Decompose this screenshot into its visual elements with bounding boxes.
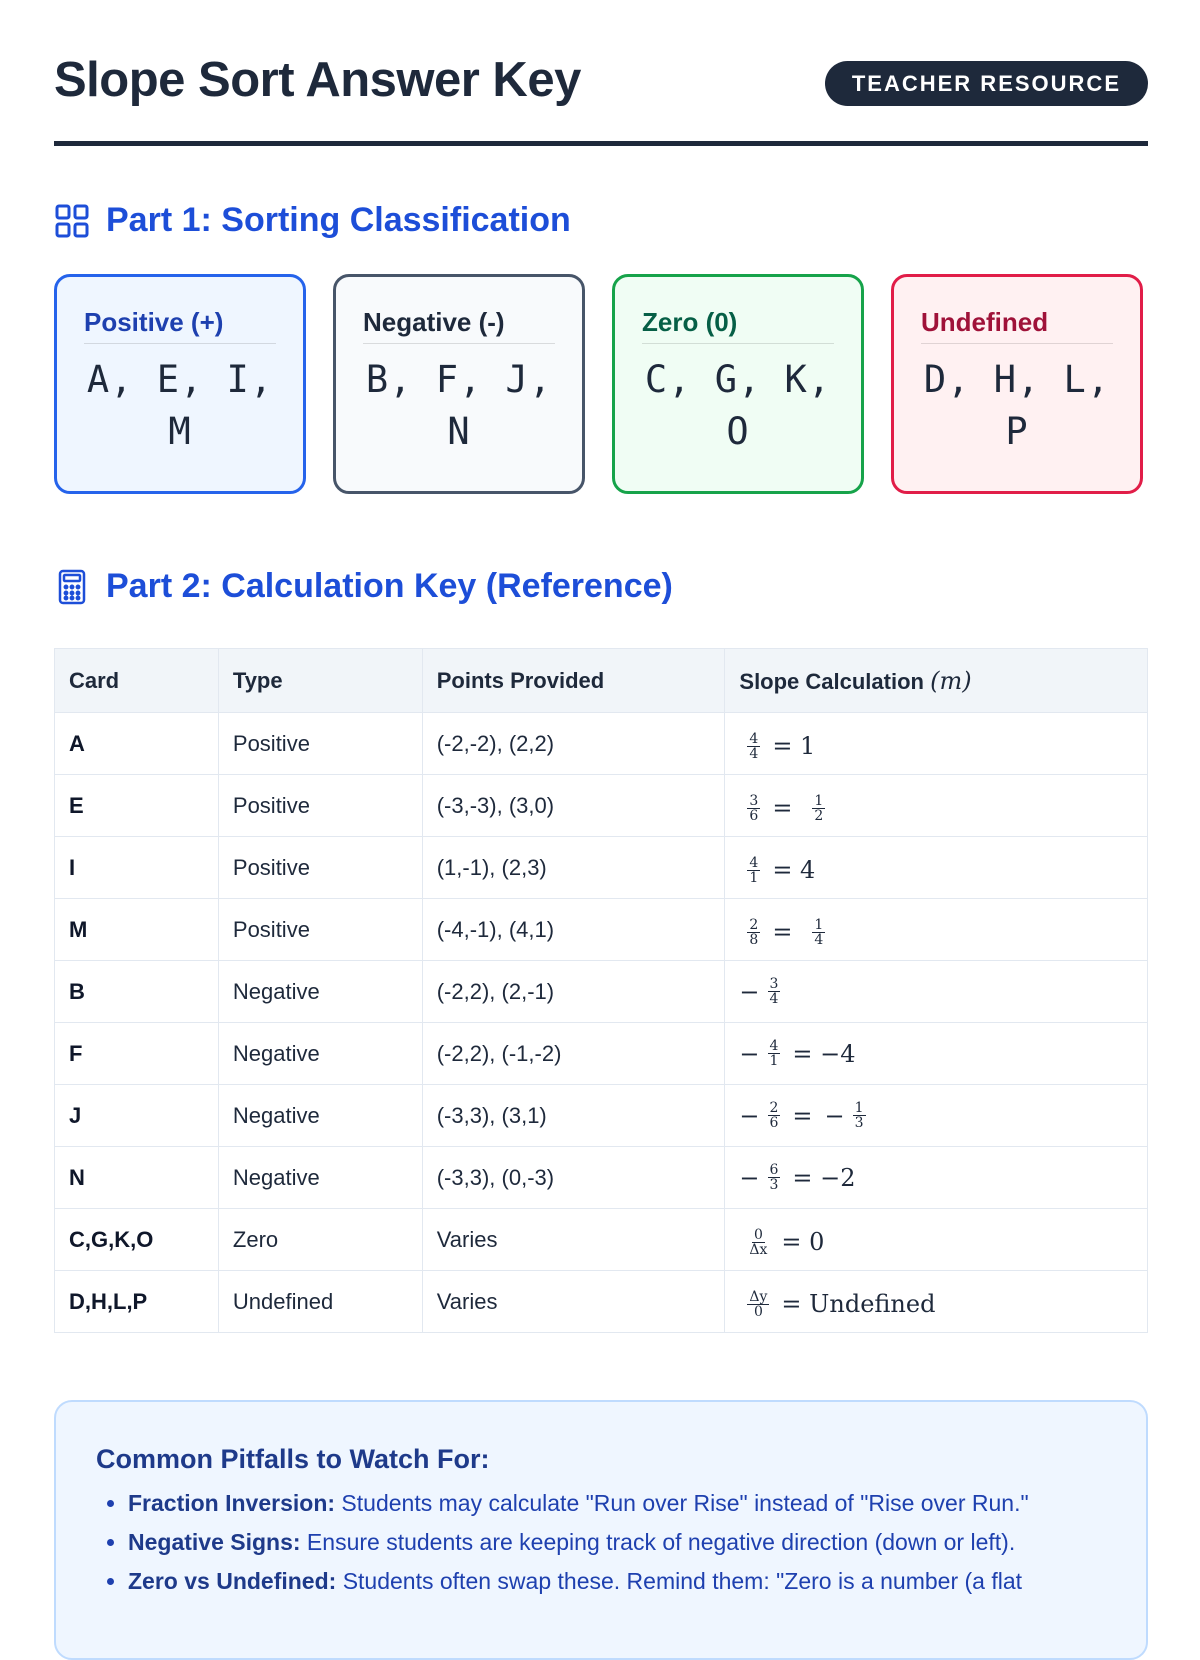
negative-sign: − — [739, 977, 760, 1006]
column-header — [725, 649, 1148, 713]
card-cell: A — [55, 713, 219, 775]
grid-icon — [54, 203, 90, 239]
points-cell: (-4,-1), (4,1) — [422, 899, 725, 961]
negative-sign: − — [739, 1039, 760, 1068]
part1-title: Part 1: Sorting Classification — [106, 201, 571, 239]
type-cell: Undefined — [218, 1271, 422, 1333]
slope-cell — [725, 837, 1148, 899]
slope-calculation — [739, 1163, 861, 1192]
numerator: 1 — [814, 792, 824, 809]
fraction — [768, 1101, 781, 1130]
type-cell: Positive — [218, 899, 422, 961]
column-header-var: (m) — [930, 666, 972, 695]
table-row — [55, 1271, 1148, 1333]
type-cell: Negative — [218, 1023, 422, 1085]
part2-heading — [54, 567, 673, 606]
card-letters: C, G, K, O — [644, 358, 832, 453]
fraction — [747, 1290, 769, 1319]
slope-calculation — [739, 1290, 941, 1319]
denominator: 2 — [814, 807, 824, 824]
numerator: 0 — [753, 1226, 763, 1243]
result-fraction — [812, 794, 825, 823]
type-cell: Positive — [218, 837, 422, 899]
numerator: Δy — [749, 1288, 768, 1305]
calculation-table — [54, 648, 1148, 1333]
column-header: Card — [55, 649, 219, 713]
table-row — [55, 1023, 1148, 1085]
denominator: 4 — [814, 931, 824, 948]
numerator: 2 — [749, 916, 759, 933]
card-cell: J — [55, 1085, 219, 1147]
result: = 0 — [781, 1228, 825, 1257]
card-cell: N — [55, 1147, 219, 1209]
result: = −2 — [792, 1163, 856, 1192]
slope-calculation — [739, 1101, 865, 1130]
numerator: 2 — [769, 1100, 779, 1116]
fraction — [768, 977, 781, 1006]
slope-calculation — [739, 918, 825, 947]
card-cell: F — [55, 1023, 219, 1085]
list-item — [128, 1489, 1106, 1517]
pitfalls-title: Common Pitfalls to Watch For: — [96, 1444, 490, 1474]
card-cell: B — [55, 961, 219, 1023]
teacher-resource-badge: TEACHER RESOURCE — [825, 61, 1148, 106]
table-header-row — [55, 649, 1148, 713]
slope-cell — [725, 1209, 1148, 1271]
slope-calculation — [739, 794, 825, 823]
slope-cell — [725, 961, 1148, 1023]
slope-cell — [725, 1085, 1148, 1147]
equals-sign: = — [792, 1101, 813, 1130]
card-cell: C,G,K,O — [55, 1209, 219, 1271]
card-letters: A, E, I, M — [86, 358, 274, 453]
result: = 4 — [772, 856, 816, 885]
table-row — [55, 899, 1148, 961]
denominator: 1 — [749, 869, 759, 886]
denominator: 4 — [769, 991, 779, 1007]
points-cell: (-2,2), (-1,-2) — [422, 1023, 725, 1085]
type-cell: Negative — [218, 961, 422, 1023]
type-cell: Negative — [218, 1085, 422, 1147]
slope-cell — [725, 1147, 1148, 1209]
card-letters: B, F, J, N — [365, 358, 553, 453]
slope-calculation — [739, 1228, 830, 1257]
points-cell: (-3,3), (3,1) — [422, 1085, 725, 1147]
equals-sign: = — [772, 794, 793, 823]
slope-calculation — [739, 977, 798, 1006]
page-title: Slope Sort Answer Key — [54, 53, 581, 107]
denominator: 0 — [753, 1303, 763, 1320]
list-item — [128, 1528, 1106, 1556]
denominator: 3 — [854, 1115, 864, 1131]
result-fraction — [853, 1101, 866, 1130]
card-title: Zero (0) — [642, 307, 834, 344]
points-cell: (1,-1), (2,3) — [422, 837, 725, 899]
card-title: Undefined — [921, 307, 1113, 344]
numerator: 3 — [769, 976, 779, 992]
numerator: 4 — [769, 1038, 779, 1054]
card-letters: D, H, L, P — [923, 358, 1111, 453]
fraction — [747, 856, 760, 885]
numerator: 3 — [749, 792, 759, 809]
denominator: Δx — [749, 1241, 768, 1258]
type-cell: Positive — [218, 713, 422, 775]
table-row — [55, 837, 1148, 899]
points-cell: Varies — [422, 1209, 725, 1271]
denominator: 3 — [769, 1177, 779, 1193]
fraction — [768, 1039, 781, 1068]
points-cell: Varies — [422, 1271, 725, 1333]
result: = 1 — [772, 732, 816, 761]
slope-cell — [725, 899, 1148, 961]
pitfalls-box — [54, 1400, 1148, 1660]
card-cell: M — [55, 899, 219, 961]
pitfall-text: Students may calculate "Run over Rise" instead of "Rise over Run." — [335, 1490, 1029, 1516]
type-cell: Negative — [218, 1147, 422, 1209]
pitfall-label: Zero vs Undefined: — [128, 1568, 337, 1594]
fraction — [747, 1228, 769, 1257]
denominator: 6 — [769, 1115, 779, 1131]
card-title: Positive (+) — [84, 307, 276, 344]
type-cell: Positive — [218, 775, 422, 837]
denominator: 1 — [769, 1053, 779, 1069]
column-header: Type — [218, 649, 422, 713]
slope-cell — [725, 1023, 1148, 1085]
slope-cell — [725, 775, 1148, 837]
table-row — [55, 713, 1148, 775]
result: = Undefined — [781, 1290, 936, 1319]
pitfall-label: Fraction Inversion: — [128, 1490, 336, 1516]
positive-card — [54, 274, 306, 494]
calculator-icon — [54, 569, 90, 605]
table-row — [55, 775, 1148, 837]
zero-card — [612, 274, 864, 494]
table-row — [55, 1085, 1148, 1147]
pitfalls-list — [96, 1489, 1106, 1595]
card-cell: E — [55, 775, 219, 837]
table-row — [55, 1209, 1148, 1271]
result-fraction — [812, 918, 825, 947]
numerator: 4 — [749, 730, 759, 747]
pitfall-label: Negative Signs: — [128, 1529, 301, 1555]
type-cell: Zero — [218, 1209, 422, 1271]
card-title: Negative (-) — [363, 307, 555, 344]
points-cell: (-3,-3), (3,0) — [422, 775, 725, 837]
part1-heading — [54, 201, 571, 240]
card-cell: D,H,L,P — [55, 1271, 219, 1333]
points-cell: (-2,-2), (2,2) — [422, 713, 725, 775]
points-cell: (-3,3), (0,-3) — [422, 1147, 725, 1209]
slope-calculation — [739, 732, 821, 761]
denominator: 8 — [749, 931, 759, 948]
result: = −4 — [792, 1039, 856, 1068]
pitfall-text: Ensure students are keeping track of negative direction (down or left). — [300, 1529, 1016, 1555]
fraction — [768, 1163, 781, 1192]
points-cell: (-2,2), (2,-1) — [422, 961, 725, 1023]
slope-calculation — [739, 1039, 861, 1068]
column-header-label: Slope Calculation — [739, 668, 924, 694]
negative-card — [333, 274, 585, 494]
column-header: Points Provided — [422, 649, 725, 713]
fraction — [747, 918, 760, 947]
negative-sign: − — [739, 1163, 760, 1192]
undefined-card — [891, 274, 1143, 494]
table-row — [55, 961, 1148, 1023]
equals-sign: = — [772, 918, 793, 947]
page-header — [54, 0, 1148, 146]
numerator: 4 — [749, 854, 759, 871]
fraction — [747, 794, 760, 823]
denominator: 6 — [749, 807, 759, 824]
list-item — [128, 1567, 1106, 1595]
card-cell: I — [55, 837, 219, 899]
numerator: 1 — [854, 1100, 864, 1116]
slope-cell — [725, 713, 1148, 775]
numerator: 6 — [769, 1162, 779, 1178]
part2-title: Part 2: Calculation Key (Reference) — [106, 567, 673, 605]
denominator: 4 — [749, 745, 759, 762]
sorting-cards — [54, 274, 1148, 494]
table-row — [55, 1147, 1148, 1209]
slope-cell — [725, 1271, 1148, 1333]
pitfall-text: Students often swap these. Remind them: "Zero is a number (a flat — [336, 1568, 1023, 1594]
negative-sign: − — [739, 1101, 760, 1130]
slope-calculation — [739, 856, 821, 885]
fraction — [747, 732, 760, 761]
negative-sign: − — [824, 1101, 845, 1130]
numerator: 1 — [814, 916, 824, 933]
